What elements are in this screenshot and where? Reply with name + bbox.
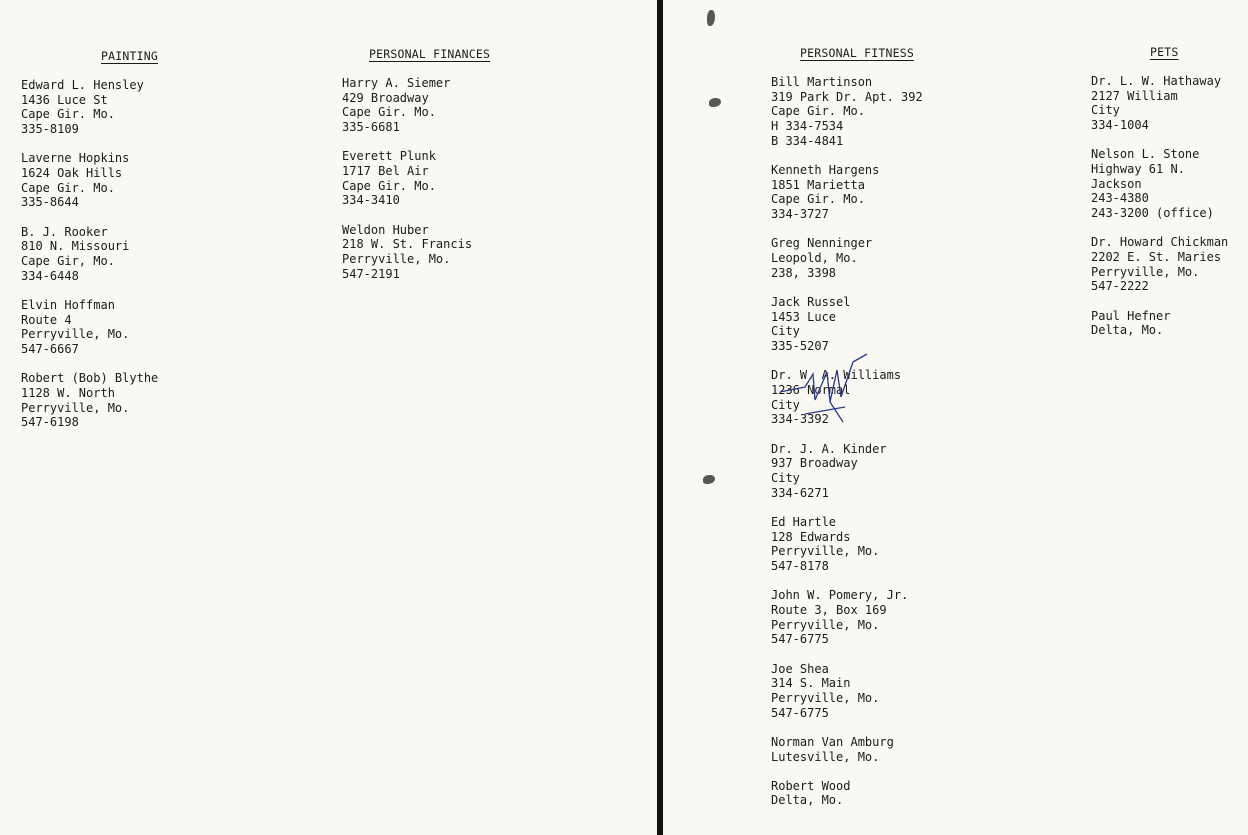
entry-detail-line: 335-8644 <box>21 195 79 210</box>
entry-name: Dr. J. A. Kinder <box>771 441 887 456</box>
entry-detail-line: Route 3, Box 169 <box>771 602 887 617</box>
directory-entry <box>1091 235 1228 294</box>
entry-detail-line: Cape Gir. Mo. <box>21 107 115 122</box>
entry-name: Norman Van Amburg <box>771 734 894 749</box>
entry-detail-line: Perryville, Mo. <box>1091 264 1200 279</box>
entry-detail-line: Cape Gir. Mo. <box>771 104 865 119</box>
directory-entry <box>771 779 923 808</box>
directory-entry <box>342 76 472 135</box>
entry-detail-line: 547-6775 <box>771 632 829 647</box>
entry-name: Weldon Huber <box>342 222 429 237</box>
entry-detail-line: Route 4 <box>21 312 72 327</box>
directory-entry <box>21 371 158 430</box>
pen-scribble <box>775 352 875 432</box>
entry-detail-line: 547-6775 <box>771 705 829 720</box>
column-personal-fitness <box>771 75 923 823</box>
entry-detail-line: Highway 61 N. <box>1091 162 1185 177</box>
page-gutter <box>657 0 663 835</box>
entry-name: Harry A. Siemer <box>342 76 451 90</box>
directory-entry <box>21 298 158 357</box>
entry-name: Jack Russel <box>771 294 851 309</box>
entry-detail-line: 429 Broadway <box>342 90 429 105</box>
entry-detail-line: 547-2191 <box>342 266 400 281</box>
directory-entry <box>771 236 923 280</box>
entry-detail-line: City <box>771 397 800 412</box>
entry-detail-line: Jackson <box>1091 176 1142 191</box>
entry-detail-line: 1624 Oak Hills <box>21 166 123 181</box>
directory-entry <box>771 515 923 574</box>
directory-entry <box>771 662 923 721</box>
entry-name: B. J. Rooker <box>21 224 108 239</box>
entry-detail-line: Cape Gir, Mo. <box>21 254 115 269</box>
entry-detail-line: 547-8178 <box>771 558 829 573</box>
entry-detail-line: 238, 3398 <box>771 265 837 280</box>
entry-detail-line: 335-6681 <box>342 120 400 135</box>
entry-detail-line: 1717 Bel Air <box>342 164 429 179</box>
entry-detail-line: 1851 Marietta <box>771 177 865 192</box>
heading-painting: PAINTING <box>101 49 158 63</box>
entry-detail-line: Cape Gir. Mo. <box>21 180 115 195</box>
entry-detail-line: 335-8109 <box>21 122 79 137</box>
entry-detail-line: 2202 E. St. Maries <box>1091 250 1222 265</box>
entry-detail-line: B 334-4841 <box>771 133 844 148</box>
directory-entry <box>771 295 923 354</box>
column-personal-finances <box>342 76 472 296</box>
entry-name: Greg Nenninger <box>771 236 873 251</box>
entry-name: Ed Hartle <box>771 514 837 529</box>
entry-name: Edward L. Hensley <box>21 78 144 92</box>
entry-detail-line: 937 Broadway <box>771 456 858 471</box>
directory-entry <box>21 151 158 210</box>
entry-detail-line: 547-6667 <box>21 342 79 357</box>
directory-entry <box>771 75 923 149</box>
entry-detail-line: Perryville, Mo. <box>21 400 130 415</box>
entry-name: Dr. W. A. Williams <box>771 368 902 383</box>
entry-name: Joe Shea <box>771 661 829 676</box>
entry-detail-line: Perryville, Mo. <box>21 327 130 342</box>
entry-detail-line: Cape Gir. Mo. <box>342 178 436 193</box>
directory-entry <box>1091 74 1228 133</box>
directory-entry <box>342 149 472 208</box>
entry-name: Robert (Bob) Blythe <box>21 371 159 386</box>
entry-detail-line: 218 W. St. Francis <box>342 237 473 252</box>
entry-detail-line: 334-6448 <box>21 268 79 283</box>
column-pets <box>1091 74 1228 353</box>
entry-detail-line: City <box>771 470 800 485</box>
directory-entry <box>1091 147 1228 221</box>
directory-entry <box>1091 309 1228 338</box>
entry-name: Bill Martinson <box>771 75 873 89</box>
entry-detail-line: Leopold, Mo. <box>771 251 858 266</box>
entry-detail-line: City <box>771 324 800 339</box>
column-painting <box>21 78 158 445</box>
entry-name: Elvin Hoffman <box>21 297 115 312</box>
entry-detail-line: 243-4380 <box>1091 191 1149 206</box>
entry-detail-line: Cape Gir. Mo. <box>342 105 436 120</box>
heading-personal-finances: PERSONAL FINANCES <box>369 47 491 61</box>
entry-name: Nelson L. Stone <box>1091 147 1200 162</box>
entry-detail-line: 2127 William <box>1091 88 1178 103</box>
directory-entry <box>771 588 923 647</box>
entry-detail-line: 1236 Normal <box>771 382 851 397</box>
entry-detail-line: 243-3200 (office) <box>1091 206 1214 221</box>
entry-detail-line: Perryville, Mo. <box>771 544 880 559</box>
entry-detail-line: 314 S. Main <box>771 676 851 691</box>
entry-detail-line: Delta, Mo. <box>1091 323 1164 338</box>
entry-detail-line: Delta, Mo. <box>771 793 844 808</box>
entry-detail-line: 1128 W. North <box>21 385 115 400</box>
directory-entry <box>771 163 923 222</box>
heading-pets: PETS <box>1150 45 1179 59</box>
entry-name: Everett Plunk <box>342 149 436 164</box>
heading-personal-fitness: PERSONAL FITNESS <box>800 46 914 60</box>
entry-name: Dr. Howard Chickman <box>1091 235 1229 250</box>
entry-detail-line: 1436 Luce St <box>21 92 108 107</box>
entry-name: John W. Pomery, Jr. <box>771 588 909 603</box>
entry-detail-line: 1453 Luce <box>771 309 837 324</box>
entry-detail-line: 334-3727 <box>771 207 829 222</box>
entry-detail-line: 547-6198 <box>21 415 79 430</box>
entry-detail-line: Perryville, Mo. <box>771 690 880 705</box>
entry-detail-line: 319 Park Dr. Apt. 392 <box>771 89 923 104</box>
entry-detail-line: H 334-7534 <box>771 119 844 134</box>
entry-detail-line: Lutesville, Mo. <box>771 749 880 764</box>
entry-name: Kenneth Hargens <box>771 163 880 178</box>
directory-entry <box>21 78 158 137</box>
entry-detail-line: 128 Edwards <box>771 529 851 544</box>
entry-detail-line: 547-2222 <box>1091 279 1149 294</box>
entry-detail-line: 334-6271 <box>771 485 829 500</box>
entry-detail-line: 334-1004 <box>1091 118 1149 133</box>
entry-name: Paul Hefner <box>1091 308 1171 323</box>
entry-detail-line: 334-3392 <box>771 412 829 427</box>
entry-detail-line: 334-3410 <box>342 193 400 208</box>
directory-entry <box>771 735 923 764</box>
entry-detail-line: City <box>1091 103 1120 118</box>
entry-detail-line: Cape Gir. Mo. <box>771 192 865 207</box>
entry-detail-line: Perryville, Mo. <box>771 617 880 632</box>
entry-detail-line: 335-5207 <box>771 339 829 354</box>
directory-entry <box>21 225 158 284</box>
directory-entry <box>342 223 472 282</box>
entry-detail-line: Perryville, Mo. <box>342 252 451 267</box>
entry-name: Robert Wood <box>771 778 851 793</box>
entry-detail-line: 810 N. Missouri <box>21 239 130 254</box>
entry-name: Dr. L. W. Hathaway <box>1091 74 1222 88</box>
directory-entry <box>771 442 923 501</box>
entry-name: Laverne Hopkins <box>21 151 130 166</box>
